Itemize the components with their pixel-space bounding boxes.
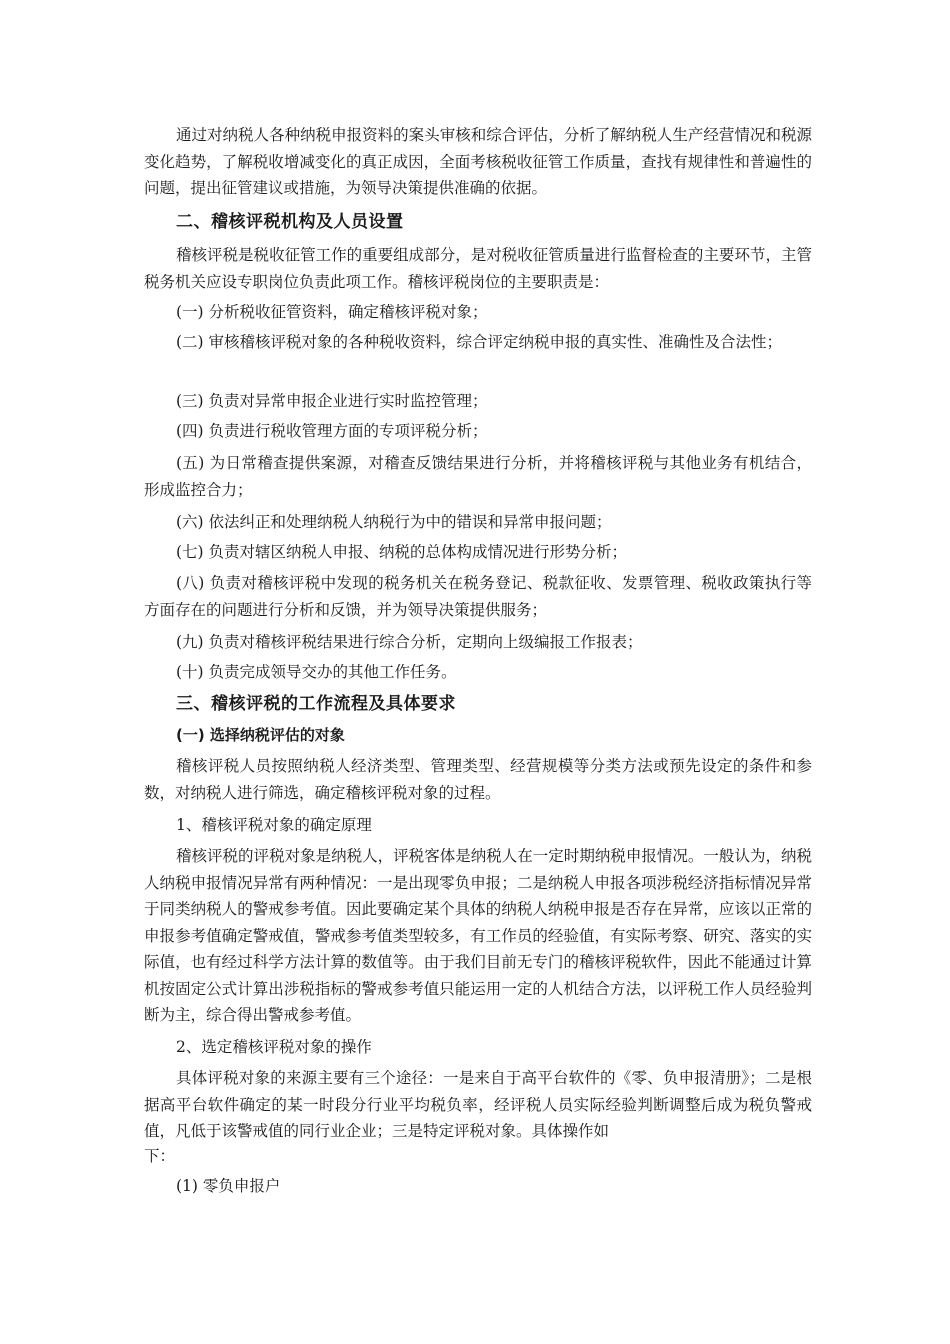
item-principle: 1、稽核评税对象的确定原理: [176, 816, 372, 834]
paragraph-selection: 稽核评税人员按照纳税人经济类型、管理类型、经营规模等分类方法或预先设定的条件和参数，对纳税人进行筛选，确定稽核评税对象的过程。: [144, 757, 812, 802]
subsection-heading-1: (一) 选择纳税评估的对象: [176, 726, 345, 744]
item-operation: 2、选定稽核评税对象的操作: [176, 1038, 372, 1056]
item-zero-negative: (1) 零负申报户: [176, 1177, 281, 1195]
paragraph-principle: 稽核评税的评税对象是纳税人，评税客体是纳税人在一定时期纳税申报情况。一般认为，纳税人纳税申报情况异常有两种情况：一是出现零负申报；二是纳税人申报各项涉税经济指标情况异常于同类纳税人的警戒参考值。因此要确定某个具体的纳税人纳税申报是否存在异常，应该以正常的申报参考值确定警戒值，警戒参考值类型较多，有工作员的经验值，有实际考察、研究、落实的实际值，也有经过科学方法计算的数值等。由于我们目前无专门的稽核评税软件，因此不能通过计算机按固定公式计算出涉税指标的警戒参考值只能运用一定的人机结合方法，以评税工作人员经验判断为主，综合得出警戒参考值。: [144, 847, 812, 1024]
duty-item-6: (六) 依法纠正和处理纳税人纳税行为中的错误和异常申报问题；: [176, 513, 612, 531]
duty-item-10: (十) 负责完成领导交办的其他工作任务。: [176, 663, 457, 681]
section-heading-3: 三、稽核评税的工作流程及具体要求: [176, 694, 456, 714]
duty-item-9: (九) 负责对稽核评税结果进行综合分析，定期向上级编报工作报表；: [176, 633, 643, 651]
duty-item-5: (五) 为日常稽查提供案源，对稽查反馈结果进行分析，并将稽核评税与其他业务有机结合，形成监控合力；: [144, 454, 812, 499]
section-heading-2: 二、稽核评税机构及人员设置: [176, 212, 404, 232]
duty-item-8: (八) 负责对稽核评税中发现的税务机关在税务登记、税款征收、发票管理、税收政策执行等方面存在的问题进行分析和反馈，并为领导决策提供服务；: [144, 574, 812, 619]
paragraph-operation: 具体评税对象的来源主要有三个途径：一是来自于高平台软件的《零、负申报清册》；二是根据高平台软件确定的某一时段分行业平均税负率，经评税人员实际经验判断调整后成为税负警戒值，凡低于该警戒值的同行业企业；三是特定评税对象。具体操作如: [144, 1069, 812, 1140]
duty-item-2: (二) 审核稽核评税对象的各种税收资料，综合评定纳税申报的真实性、准确性及合法性；: [176, 333, 783, 351]
paragraph-operation-tail: 下：: [144, 1147, 176, 1165]
duty-item-3: (三) 负责对异常申报企业进行实时监控管理；: [176, 392, 488, 410]
duty-item-7: (七) 负责对辖区纳税人申报、纳税的总体构成情况进行形势分析；: [176, 543, 628, 561]
paragraph-audit-intro: 稽核评税是税收征管工作的重要组成部分，是对税收征管质量进行监督检查的主要环节，主管税务机关应设专职岗位负责此项工作。稽核评税岗位的主要职责是：: [144, 246, 812, 291]
duty-item-4: (四) 负责进行税收管理方面的专项评税分析；: [176, 422, 488, 440]
paragraph-purpose: 通过对纳税人各种纳税申报资料的案头审核和综合评估，分析了解纳税人生产经营情况和税源变化趋势，了解税收增减变化的真正成因，全面考核税收征管工作质量，查找有规律性和普遍性的问题，提出征管建议或措施，为领导决策提供准确的依据。: [144, 126, 812, 197]
duty-item-1: (一) 分析税收征管资料，确定稽核评税对象；: [176, 303, 488, 321]
